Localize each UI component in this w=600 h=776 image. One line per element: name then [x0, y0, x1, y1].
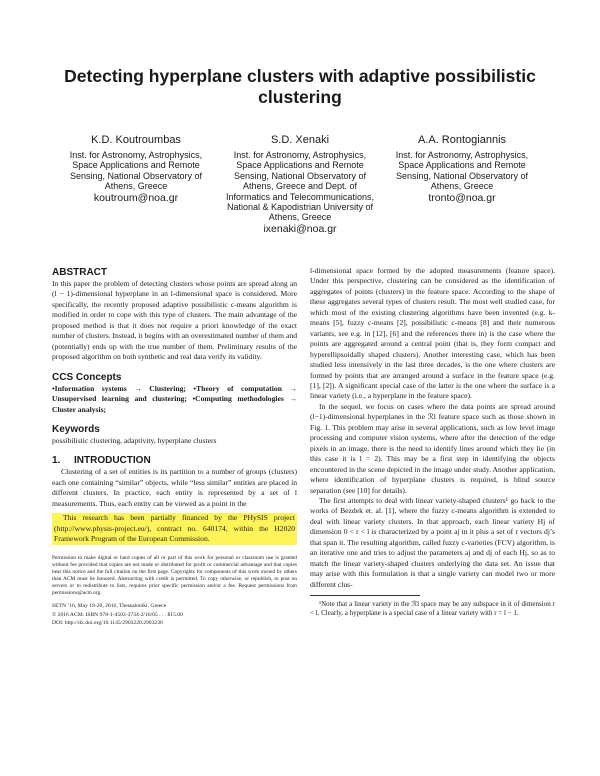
body-paragraph: l-dimensional space formed by the adopted measurements (feature space). Under this perspective, clustering can be considered as the identification of aggregates of points (clusters) in the feature space. According to the shape of these aggregates several types of clusters result. The most well studied case, for which most of the existing clustering algorithms have been invented (e.g. k-means [5], fuzzy c-means [2], possibilistic c-means [8] and their numerous variants, see e.g. in [12], [6] and the references there in) is the case where the points are aggregated around a central point (that is, they form compact and hyperellipsoidally shaped clusters). Another interesting case, which has been studied less intensively in the last three decades, is the one where clusters are formed by points that are arranged around a surface in the feature space (e.g. [1], [2]). A significant special case of the latter is the one where the surface is a linear variety (i.e., a hyperplane in the feature space).: [310, 266, 555, 401]
keywords-text: possibilistic clustering, adaptivity, hyperplane clusters: [52, 435, 217, 445]
ccs-heading: CCS Concepts: [52, 371, 122, 383]
author-affiliation: Inst. for Astronomy, Astrophysics, Space Applications and Remote Sensing, National Observatory of Athens, Greece and Dept. of Informatics and Telecommunications, National & Kapodistrian University of Athens, Greece: [226, 150, 374, 223]
author-name: K.D. Koutroumbas: [91, 134, 181, 146]
abstract-text: In this paper the problem of detecting clusters whose points are spread along an (l − 1)-dimensional hyperplane in an l-dimensional space is considered. More specifically, the recently proposed adaptive possibilistic c-means algorithm is modified in order to cope with this type of clusters. The main advantage of the proposed method is that it does not require a priori knowledge of the exact number of clusters. Instead, it begins with an overestimated number of them and (potentially) ends up with the true number of them. Preliminary results of the proposed algorithm on both synthetic and real data verify its validity.: [52, 279, 297, 362]
author-name: S.D. Xenaki: [270, 134, 330, 146]
ccs-text: •Information systems → Clustering; •Theory of computation → Unsupervised learning and clustering; •Computing methodologies → Cluster analysis;: [52, 383, 297, 414]
author-name: A.A. Rontogiannis: [417, 134, 507, 146]
intro-section-number: 1.: [52, 455, 61, 467]
permission-block: [52, 555, 297, 598]
author-email: tronto@noa.gr: [428, 191, 496, 204]
keywords-heading: Keywords: [52, 423, 100, 435]
funding-note-highlight: [52, 513, 297, 544]
intro-heading: [52, 454, 297, 467]
intro-text: Clustering of a set of entities is its partition to a number of groups (clusters) each one containing “similar” objects, while “less similar” entities are placed in different clusters. In practice, each entity is represented by a set of l measurements. Thus, each entity can be viewed as a point in the: [52, 467, 297, 508]
permission-text: Permission to make digital or hard copies of all or part of this work for personal or classroom use is granted without fee provided that copies are not made or distributed for profit or commercial advantage and that copies bear this notice and the full citation on the first page. Copyrights for components of this work owned by others than ACM must be honored. Abstracting with credit is permitted. To copy otherwise, or republish, to post on servers or to redistribute to lists, requires prior specific permission and/or a fee. Request permissions from permissions@acm.org.: [52, 554, 297, 597]
author-block-2: [220, 134, 380, 235]
body-paragraph: The first attempts to deal with linear variety-shaped clusters¹ go back to the works of Bezdek et. al. [1], where the fuzzy c-means algorithm is extended to deal with linear variety clusters. In that approach, each linear variety Hj of dimension 0 < r < l is characterized by a point aj in it plus a set of r vectors dj’s that span it. The resulting algorithm, called fuzzy c-varieties (FCV) algorithm, is an iterative one and tries to adjust the parameters aj and dj of each Hj, so as to match the linear variety-shaped clusters underlying the data set. An issue that may arise with this formulation is that a single variety can model two or more different clus-: [310, 495, 555, 589]
intro-section-title: INTRODUCTION: [74, 455, 151, 467]
funding-note: This research has been partially financed by the PHySIS project (http://www.physis-project.eu/), contract no. 640174, within the H2020 Framework Program of the European Commission.: [54, 513, 295, 544]
footnote-divider: [310, 595, 420, 596]
right-column: [310, 266, 555, 619]
conference-doi: DOI: http://dx.doi.org/10.1145/2903220.2903236: [52, 619, 163, 626]
footnote-text: ¹Note that a linear variety in the ℛl space may be any subspace in it of dimension r < l. Clearly, a hyperplane is a special case of a linear variety with r = l − 1.: [310, 600, 555, 618]
author-block-3: [382, 134, 542, 204]
author-affiliation: Inst. for Astronomy, Astrophysics, Space Applications and Remote Sensing, National Observatory of Athens, Greece: [395, 150, 529, 192]
author-email: ixenaki@noa.gr: [263, 222, 337, 235]
author-block-1: [56, 134, 216, 204]
footnote: [310, 600, 555, 619]
conference-info: [52, 602, 297, 627]
conference-copyright: © 2016 ACM. ISBN 978-1-4503-3734-2/16/05 . . . $15.00: [52, 611, 183, 618]
author-email: koutroum@noa.gr: [93, 191, 179, 204]
body-paragraph: In the sequel, we focus on cases where the data points are spread around (l−1)-dimensional hyperplanes in the ℛl feature space such as those shown in Fig. 1. This problem may arise in several applications, such as low level image processing and computer vision systems, where after the detection of the edge pixels in an image, there is the need to identify lines around which they lie (in this case it is l = 2). This may be a first step in identifying the objects encountered in the scene depicted in the image under study. Another application, where identification of hyperplane clusters is required, is blind source separation (see [10] for details).: [310, 401, 555, 495]
author-affiliation: Inst. for Astronomy, Astrophysics, Space Applications and Remote Sensing, National Observatory of Athens, Greece: [69, 150, 203, 192]
abstract-heading: ABSTRACT: [52, 267, 107, 278]
left-column: [52, 266, 297, 627]
conference-venue: SETN ’16, May 18-20, 2016, Thessaloniki, Greece: [52, 603, 167, 610]
paper-title: Detecting hyperplane clusters with adaptive possibilistic clustering: [64, 66, 536, 107]
